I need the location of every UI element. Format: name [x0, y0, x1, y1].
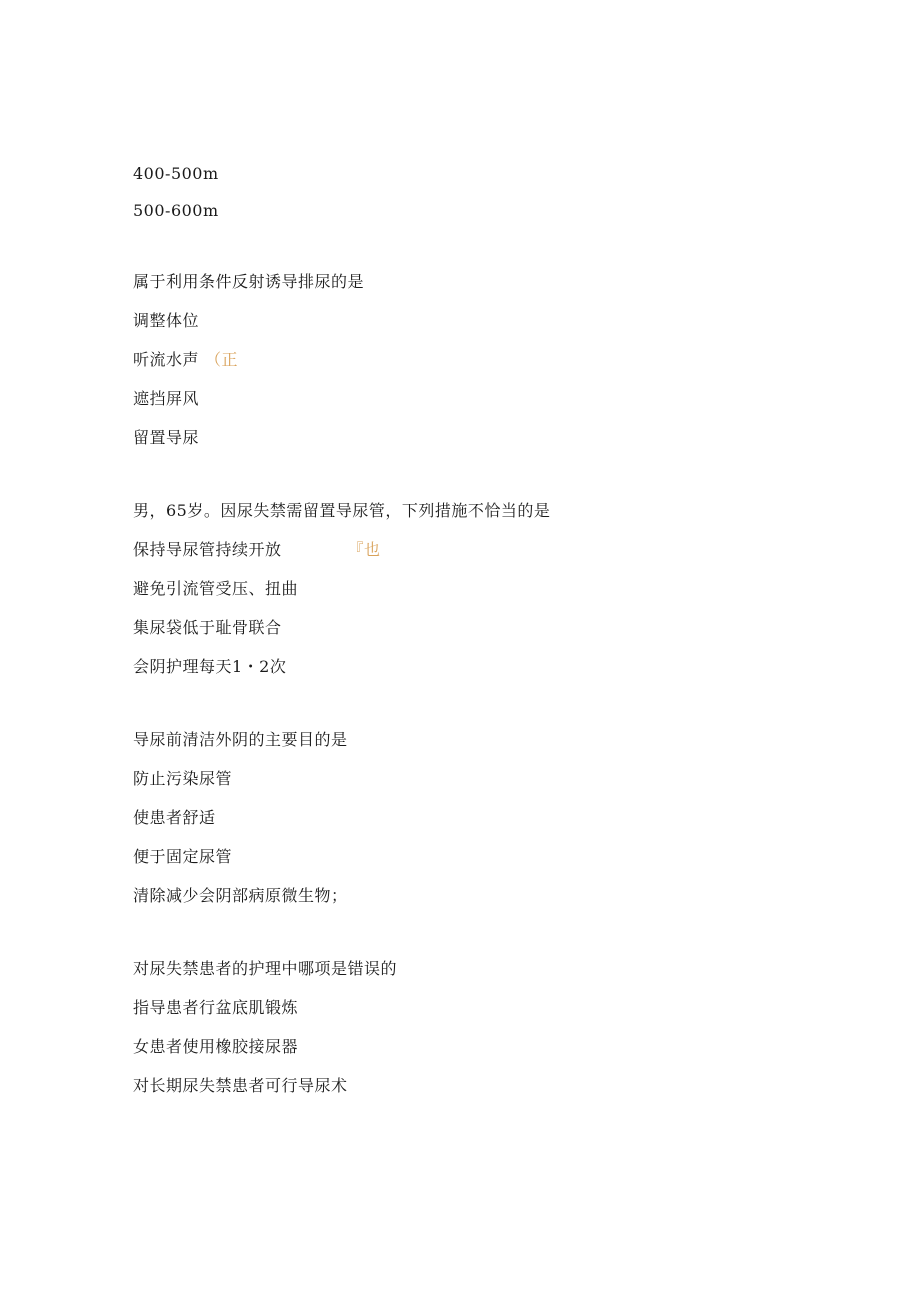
option-line: 集尿袋低于耻骨联合 [133, 618, 282, 637]
option-line: 会阴护理每天1・2次 [133, 657, 287, 676]
question-line: 对尿失禁患者的护理中哪项是错误的 [133, 959, 398, 978]
option-line: 400-500m [133, 164, 219, 183]
option-line-with-mark [133, 540, 381, 560]
question-line: 导尿前清洁外阴的主要目的是 [133, 730, 348, 749]
option-line: 便于固定尿管 [133, 847, 233, 866]
option-line: 遮挡屏风 [133, 389, 200, 408]
option-line: 防止污染尿管 [133, 769, 233, 788]
option-line: 500-600m [133, 201, 219, 220]
answer-mark: （正 [205, 350, 239, 369]
question-line: 男，65岁。因尿失禁需留置导尿管，下列措施不恰当的是 [133, 501, 551, 520]
option-line: 清除减少会阴部病原微生物； [133, 886, 348, 905]
option-line: 避免引流管受压、扭曲 [133, 579, 299, 598]
answer-mark: 『也 [347, 540, 381, 559]
option-line: 对长期尿失禁患者可行导尿术 [133, 1076, 348, 1095]
option-line-with-mark [133, 350, 238, 370]
option-line: 留置导尿 [133, 428, 200, 447]
question-line: 属于利用条件反射诱导排尿的是 [133, 272, 365, 291]
option-line: 调整体位 [133, 311, 200, 330]
option-text: 听流水声 [133, 350, 200, 369]
option-text: 保持导尿管持续开放 [133, 540, 282, 559]
option-line: 女患者使用橡胶接尿器 [133, 1037, 299, 1056]
option-line: 使患者舒适 [133, 808, 216, 827]
option-line: 指导患者行盆底肌锻炼 [133, 998, 299, 1017]
